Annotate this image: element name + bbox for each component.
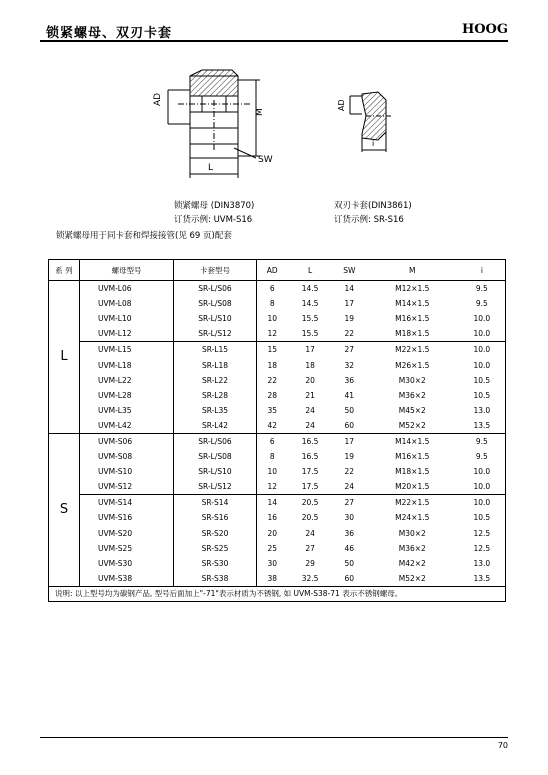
l-value: 18: [305, 360, 315, 370]
i-value: 12.5: [473, 543, 491, 553]
ring-model: SR-L22: [174, 373, 257, 388]
table-row: [49, 342, 506, 358]
ring-model: SR-S38: [174, 571, 257, 587]
i-value: 13.0: [473, 558, 491, 568]
i-value: 10.0: [473, 467, 491, 477]
nut-model: UVM-L28: [80, 388, 174, 403]
l-value: 24: [305, 405, 315, 415]
m-value: M16×1.5: [395, 314, 430, 324]
sw-value: 17: [344, 436, 355, 446]
sw-value: 60: [333, 571, 366, 587]
sw-value: 46: [344, 543, 355, 553]
table-row: [49, 479, 506, 495]
i-value: 10.0: [473, 345, 491, 355]
m-value: M16×1.5: [395, 452, 430, 462]
m-value: M52×2: [366, 571, 459, 587]
ad-value: 6: [269, 284, 275, 294]
nut-model: UVM-S16: [80, 510, 174, 525]
sw-value: 30: [344, 513, 355, 523]
table-row: [49, 403, 506, 418]
table-header-row: [49, 260, 506, 281]
l-value: 16.5: [301, 452, 319, 462]
l-value: 29: [305, 558, 315, 568]
m-value: M18×1.5: [366, 326, 459, 342]
i-value: 10.5: [473, 513, 491, 523]
ring-model: SR-S14: [174, 495, 257, 511]
ring-model: SR-L28: [174, 388, 257, 403]
header-l: L: [287, 260, 332, 281]
technical-drawings: [0, 0, 548, 200]
ad-value: 10: [267, 314, 277, 324]
i-value: 13.5: [459, 571, 506, 587]
l-value: 15.5: [301, 314, 319, 324]
nut-model: UVM-S08: [80, 449, 174, 464]
m-value: M26×1.5: [395, 360, 430, 370]
i-value: 9.5: [475, 436, 488, 446]
sw-value: 50: [344, 558, 355, 568]
table-row: [49, 510, 506, 525]
nut-model: UVM-L12: [80, 326, 174, 342]
ring-model: SR-L/S10: [174, 464, 257, 479]
table-note: 说明: 以上型号均为碳钢产品, 型号后面加上"-71"表示材质为不锈钢, 如 UVM-S38-71 表示不锈钢螺母。: [49, 586, 506, 601]
ring-model: SR-S25: [174, 541, 257, 556]
nut-model: UVM-L06: [80, 281, 174, 297]
nut-model: UVM-L42: [80, 418, 174, 434]
nut-model: UVM-S30: [80, 556, 174, 571]
m-value: M22×1.5: [395, 498, 430, 508]
m-value: M36×2: [398, 543, 426, 553]
ad-value: 38: [257, 571, 288, 587]
nut-model: UVM-L22: [80, 373, 174, 388]
table-body: [49, 281, 506, 602]
header-m: M: [366, 260, 459, 281]
i-value: 10.0: [473, 498, 491, 508]
header-ring-model: 卡套型号: [174, 260, 257, 281]
m-value: M24×1.5: [395, 513, 430, 523]
ad-value: 8: [269, 452, 275, 462]
ring-order-example: 订货示例: SR-S16: [334, 215, 404, 225]
ad-value: 6: [269, 436, 275, 446]
l-value: 16.5: [301, 436, 319, 446]
ring-model: SR-L15: [174, 342, 257, 358]
ring-ad-label: AD: [337, 99, 346, 111]
l-value: 21: [305, 390, 315, 400]
table-note-row: [49, 586, 506, 601]
m-value: M22×1.5: [395, 345, 430, 355]
ring-model: SR-S30: [174, 556, 257, 571]
i-value: 10.0: [459, 326, 506, 342]
ad-value: 10: [267, 467, 277, 477]
l-value: 27: [305, 543, 315, 553]
i-value: 10.0: [459, 479, 506, 495]
table-row: [49, 433, 506, 449]
sw-value: 41: [344, 390, 355, 400]
series-cell: S: [49, 433, 80, 586]
l-value: 17: [305, 345, 315, 355]
nut-model: UVM-S20: [80, 526, 174, 541]
table-row: [49, 311, 506, 326]
ring-model: SR-L/S06: [174, 281, 257, 297]
table-row: [49, 281, 506, 297]
nut-sw-label: SW: [258, 155, 273, 165]
sw-value: 27: [344, 345, 355, 355]
table-row: [49, 326, 506, 342]
nut-model: UVM-S10: [80, 464, 174, 479]
l-value: 32.5: [287, 571, 332, 587]
ad-value: 8: [269, 299, 275, 309]
table-row: [49, 556, 506, 571]
sw-value: 24: [333, 479, 366, 495]
sw-value: 36: [344, 375, 355, 385]
m-value: M20×1.5: [366, 479, 459, 495]
l-value: 20: [305, 375, 315, 385]
header-i: i: [459, 260, 506, 281]
table-row: [49, 357, 506, 372]
l-value: 20.5: [301, 513, 319, 523]
nut-model: UVM-S14: [80, 495, 174, 511]
nut-ad-label: AD: [153, 92, 163, 106]
m-value: M12×1.5: [395, 284, 430, 294]
l-value: 15.5: [287, 326, 332, 342]
header-series: 系 列: [49, 260, 80, 281]
nut-l-label: L: [208, 163, 214, 173]
ring-model: SR-L18: [174, 357, 257, 372]
ad-value: 28: [267, 390, 277, 400]
spec-table: [48, 259, 506, 602]
ad-value: 20: [267, 528, 277, 538]
sw-value: 22: [333, 326, 366, 342]
i-value: 10.5: [473, 390, 491, 400]
table-row: [49, 541, 506, 556]
m-value: M30×2: [398, 528, 426, 538]
m-value: M36×2: [398, 390, 426, 400]
nut-model: UVM-S25: [80, 541, 174, 556]
i-value: 9.5: [475, 452, 488, 462]
table-row: [49, 526, 506, 541]
m-value: M52×2: [366, 418, 459, 434]
ring-model: SR-L/S08: [174, 449, 257, 464]
header-ad: AD: [257, 260, 288, 281]
nut-model: UVM-S12: [80, 479, 174, 495]
l-value: 14.5: [301, 284, 319, 294]
ad-value: 12: [257, 479, 288, 495]
brand-name: HOOG: [461, 22, 508, 37]
series-cell: L: [49, 281, 80, 434]
table-row: [49, 449, 506, 464]
i-value: 9.5: [475, 299, 488, 309]
ring-model: SR-L35: [174, 403, 257, 418]
table-row: [49, 296, 506, 311]
table-row: [49, 373, 506, 388]
i-value: 9.5: [475, 284, 488, 294]
table-row: [49, 418, 506, 434]
m-value: M45×2: [398, 405, 426, 415]
usage-note: 锁紧螺母用于同卡套和焊接接管(见 69 页)配套: [56, 231, 232, 241]
ring-model: SR-L/S12: [174, 479, 257, 495]
i-value: 12.5: [473, 528, 491, 538]
lock-nut-drawing: [168, 70, 260, 178]
l-value: 14.5: [301, 299, 319, 309]
ring-drawing: [350, 92, 392, 152]
nut-model: UVM-L08: [80, 296, 174, 311]
table-row: [49, 571, 506, 587]
l-value: 17.5: [301, 467, 319, 477]
ring-model: SR-S20: [174, 526, 257, 541]
m-value: M14×1.5: [395, 436, 430, 446]
footer-rule: [40, 737, 508, 738]
nut-name-caption: 锁紧螺母 (DIN3870): [174, 201, 255, 211]
i-value: 13.5: [459, 418, 506, 434]
ad-value: 16: [267, 513, 277, 523]
l-value: 24: [287, 418, 332, 434]
ad-value: 25: [267, 543, 277, 553]
m-value: M30×2: [398, 375, 426, 385]
sw-value: 50: [344, 405, 355, 415]
ring-model: SR-S16: [174, 510, 257, 525]
sw-value: 19: [344, 314, 355, 324]
table-row: [49, 495, 506, 511]
nut-model: UVM-S06: [80, 433, 174, 449]
sw-value: 27: [344, 498, 355, 508]
ring-name-caption: 双刃卡套(DIN3861): [334, 201, 412, 211]
sw-value: 14: [344, 284, 355, 294]
i-value: 10.5: [473, 375, 491, 385]
page-number: 70: [497, 741, 508, 750]
table-row: [49, 464, 506, 479]
nut-m-label: M: [255, 108, 265, 116]
ad-value: 30: [267, 558, 277, 568]
m-value: M18×1.5: [395, 467, 430, 477]
nut-model: UVM-L35: [80, 403, 174, 418]
ad-value: 22: [267, 375, 277, 385]
ad-value: 42: [257, 418, 288, 434]
sw-value: 17: [344, 299, 355, 309]
nut-model: UVM-S38: [80, 571, 174, 587]
ring-model: SR-L/S06: [174, 433, 257, 449]
ad-value: 18: [267, 360, 277, 370]
sw-value: 36: [344, 528, 355, 538]
sw-value: 60: [333, 418, 366, 434]
header-sw: SW: [333, 260, 366, 281]
ad-value: 35: [267, 405, 277, 415]
sw-value: 19: [344, 452, 355, 462]
l-value: 17.5: [287, 479, 332, 495]
nut-model: UVM-L18: [80, 357, 174, 372]
ad-value: 15: [267, 345, 277, 355]
nut-model: UVM-L15: [80, 342, 174, 358]
header-nut-model: 螺母型号: [80, 260, 174, 281]
ring-model: SR-L/S12: [174, 326, 257, 342]
l-value: 24: [305, 528, 315, 538]
m-value: M14×1.5: [395, 299, 430, 309]
nut-model: UVM-L10: [80, 311, 174, 326]
ring-model: SR-L42: [174, 418, 257, 434]
i-value: 13.0: [473, 405, 491, 415]
nut-order-example: 订货示例: UVM-S16: [174, 215, 253, 225]
ad-value: 14: [267, 498, 277, 508]
m-value: M42×2: [398, 558, 426, 568]
ad-value: 12: [257, 326, 288, 342]
l-value: 20.5: [301, 498, 319, 508]
i-value: 10.0: [473, 314, 491, 324]
ring-model: SR-L/S10: [174, 311, 257, 326]
i-value: 10.0: [473, 360, 491, 370]
table-row: [49, 388, 506, 403]
sw-value: 22: [344, 467, 355, 477]
ring-model: SR-L/S08: [174, 296, 257, 311]
ring-i-label: i: [372, 139, 375, 148]
page-title: 锁紧螺母、双刃卡套: [46, 26, 173, 41]
sw-value: 32: [344, 360, 355, 370]
